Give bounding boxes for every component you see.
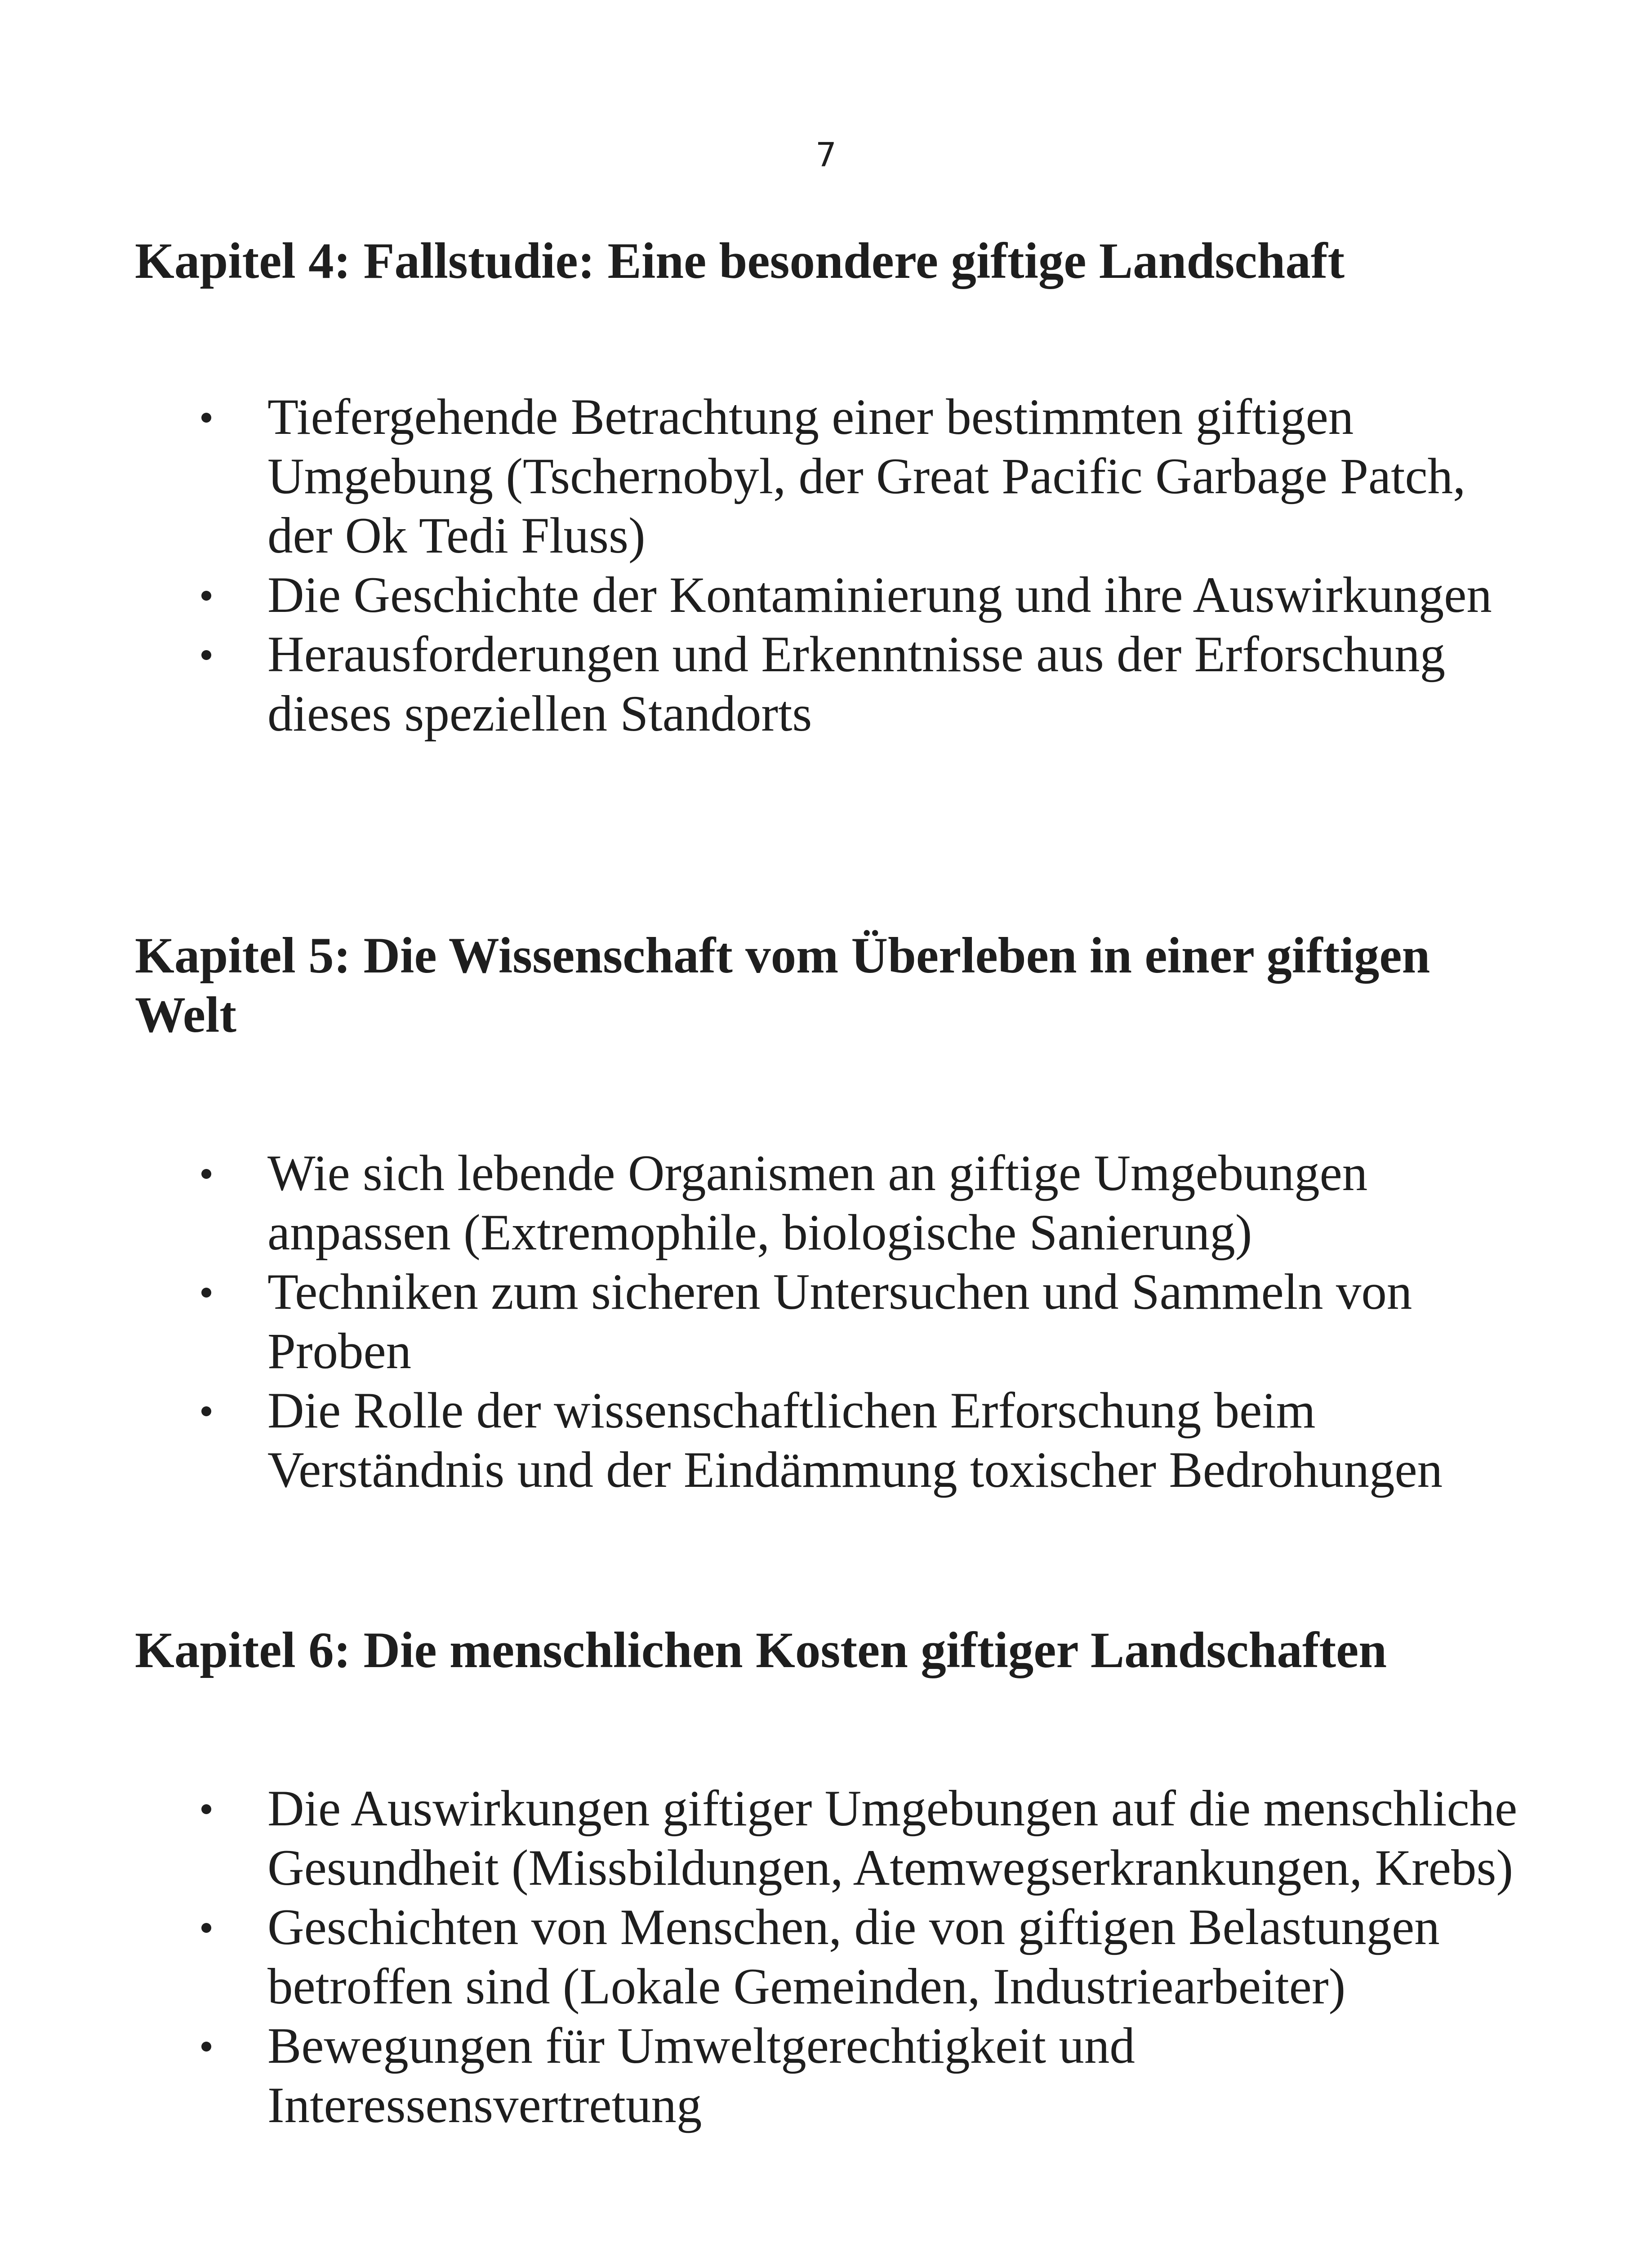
bullet-icon	[201, 1169, 211, 1179]
bullet-list	[135, 1779, 1528, 2135]
list-item-text: Tiefergehende Betrachtung einer bestimmten giftigen Umgebung (Tschernobyl, der Great Pacific Garbage Patch, der Ok Tedi Fluss)	[267, 389, 1466, 564]
list-item-text: Die Rolle der wissenschaftlichen Erforschung beim Verständnis und der Eindämmung toxischer Bedrohungen	[267, 1383, 1443, 1498]
bullet-icon	[201, 2042, 211, 2052]
list-item-text: Bewegungen für Umweltgerechtigkeit und Interessensvertretung	[267, 2018, 1135, 2133]
bullet-list	[135, 388, 1528, 744]
chapter-4-section	[135, 232, 1528, 744]
list-item-text: Die Geschichte der Kontaminierung und ihre Auswirkungen	[267, 567, 1492, 623]
chapter-heading: Kapitel 5: Die Wissenschaft vom Überleben in einer giftigen Welt	[135, 928, 1430, 1043]
bullet-icon	[201, 1923, 211, 1933]
chapter-heading: Kapitel 6: Die menschlichen Kosten giftiger Landschaften	[135, 1622, 1387, 1678]
bullet-icon	[201, 1288, 211, 1298]
bullet-icon	[201, 1406, 211, 1416]
list-item-text: Techniken zum sicheren Untersuchen und Sammeln von Proben	[267, 1264, 1412, 1379]
list-item-text: Herausforderungen und Erkenntnisse aus der Erforschung dieses speziellen Standorts	[267, 626, 1446, 742]
bullet-icon	[201, 413, 211, 423]
bullet-icon	[201, 1804, 211, 1814]
chapter-6-section	[135, 1621, 1528, 2135]
list-item-text: Die Auswirkungen giftiger Umgebungen auf die menschliche Gesundheit (Missbildungen, Atemwegserkrankungen, Krebs)	[267, 1780, 1518, 1896]
list-item	[135, 2016, 1528, 2135]
list-item	[135, 1779, 1528, 1898]
page-number: 7	[815, 136, 837, 174]
bullet-list	[135, 1144, 1528, 1500]
list-item	[135, 1898, 1528, 2016]
list-item	[135, 1144, 1528, 1262]
list-item	[135, 1262, 1528, 1381]
chapter-5-section	[135, 926, 1528, 1500]
list-item	[135, 625, 1528, 744]
bullet-icon	[201, 591, 211, 601]
list-item	[135, 388, 1528, 566]
chapter-heading: Kapitel 4: Fallstudie: Eine besondere giftige Landschaft	[135, 233, 1345, 289]
list-item	[135, 566, 1528, 625]
list-item-text: Geschichten von Menschen, die von giftigen Belastungen betroffen sind (Lokale Gemeinden, Industriearbeiter)	[267, 1899, 1440, 2015]
bullet-icon	[201, 650, 211, 660]
list-item-text: Wie sich lebende Organismen an giftige Umgebungen anpassen (Extremophile, biologische Sanierung)	[267, 1145, 1368, 1261]
list-item	[135, 1381, 1528, 1500]
